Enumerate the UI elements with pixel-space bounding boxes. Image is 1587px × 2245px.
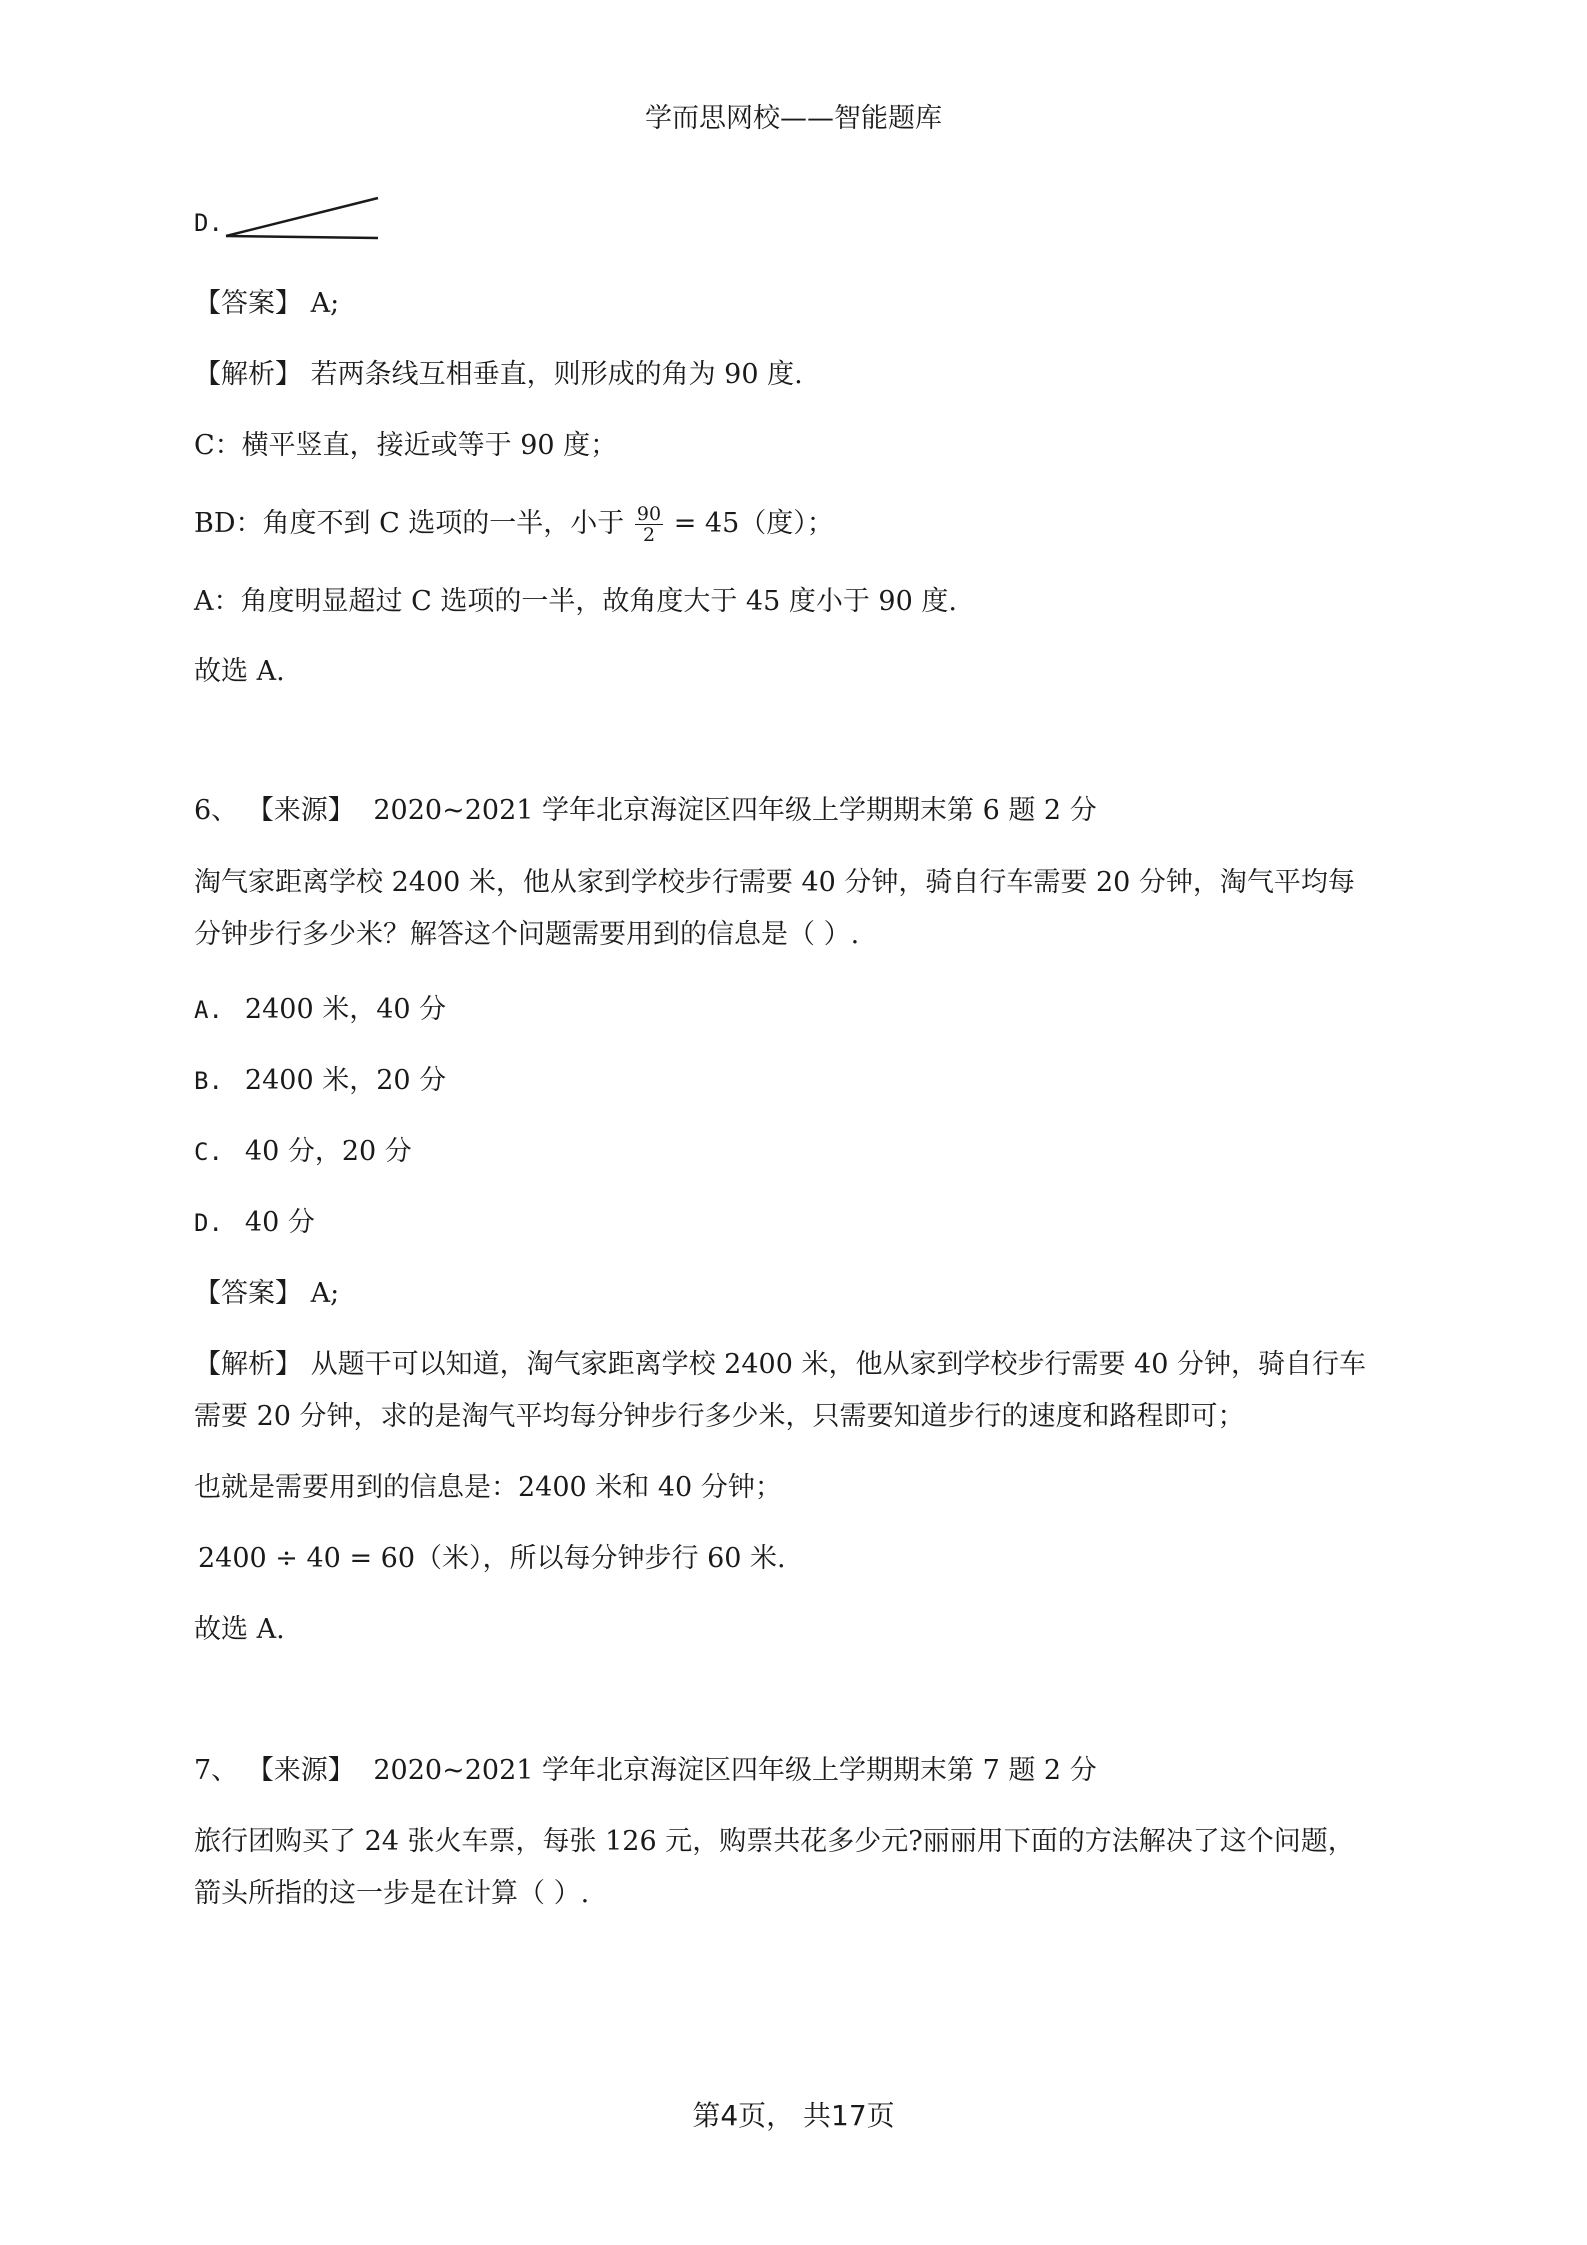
question-number: 7、: [194, 1755, 239, 1786]
option-d: [194, 1205, 315, 1241]
fraction-denominator: 2: [642, 524, 656, 546]
fraction: [635, 504, 663, 545]
conclusion: 故选 A.: [194, 656, 285, 687]
source-text: 2020~2021 学年北京海淀区四年级上学期期末第 6 题 2 分: [373, 795, 1097, 826]
conclusion: 故选 A.: [194, 1614, 285, 1645]
question-6-stem-line2: 分钟步行多少米？解答这个问题需要用到的信息是（ ）.: [194, 919, 860, 950]
question-7-stem-line2: 箭头所指的这一步是在计算（ ）.: [194, 1878, 590, 1909]
analysis-label: 【解析】: [194, 359, 302, 390]
analysis-label: 【解析】: [194, 1349, 302, 1380]
option-text: 40 分: [244, 1207, 315, 1238]
question-6-source: [194, 793, 1097, 829]
source-label: 【来源】: [246, 795, 355, 826]
answer-value: A;: [310, 288, 340, 319]
option-c: [194, 1134, 412, 1170]
angle-figure-d: [220, 192, 380, 242]
answer-label: 【答案】: [194, 1278, 302, 1309]
question-7-source: [194, 1753, 1097, 1789]
bd-suffix: = 45（度）；: [673, 508, 834, 539]
analysis-line-3: 也就是需要用到的信息是：2400 米和 40 分钟；: [194, 1472, 782, 1503]
question-6-stem-line1: 淘气家距离学校 2400 米，他从家到学校步行需要 40 分钟，骑自行车需要 20 分钟，淘气平均每: [194, 867, 1355, 898]
option-text: 40 分，20 分: [244, 1136, 412, 1167]
option-letter: A.: [194, 996, 223, 1024]
answer-value: A;: [310, 1278, 340, 1309]
answer-label: 【答案】: [194, 288, 302, 319]
answer-line: [194, 1276, 339, 1312]
option-text: 2400 米，20 分: [244, 1065, 447, 1096]
question-7-stem-line1: 旅行团购买了 24 张火车票，每张 126 元，购票共花多少元?丽丽用下面的方法解决了这个问题，: [194, 1826, 1355, 1857]
page-footer: 第4页， 共17页: [692, 2099, 895, 2132]
source-label: 【来源】: [246, 1755, 355, 1786]
option-letter: D.: [194, 1209, 223, 1237]
analysis-line-bd: [194, 504, 834, 545]
option-letter: C.: [194, 1138, 223, 1166]
option-letter: D.: [194, 209, 223, 237]
analysis-text: 若两条线互相垂直，则形成的角为 90 度.: [310, 359, 803, 390]
analysis-text: 从题干可以知道，淘气家距离学校 2400 米，他从家到学校步行需要 40 分钟，骑自行车: [310, 1349, 1366, 1380]
option-letter: B.: [194, 1067, 223, 1095]
analysis-line-2: 需要 20 分钟，求的是淘气平均每分钟步行多少米，只需要知道步行的速度和路程即可；: [194, 1401, 1245, 1432]
answer-line: [194, 286, 339, 322]
analysis-line: [194, 357, 803, 393]
question-number: 6、: [194, 795, 239, 826]
analysis-line-c: C：横平竖直，接近或等于 90 度；: [194, 430, 618, 461]
option-text: 2400 米，40 分: [244, 994, 447, 1025]
option-b: [194, 1063, 446, 1099]
option-a: [194, 992, 446, 1028]
analysis-line: [194, 1347, 1366, 1383]
page-header: 学而思网校——智能题库: [645, 103, 942, 134]
analysis-line-4: 2400 ÷ 40 = 60（米），所以每分钟步行 60 米.: [198, 1543, 786, 1574]
source-text: 2020~2021 学年北京海淀区四年级上学期期末第 7 题 2 分: [373, 1755, 1097, 1786]
bd-prefix: BD：角度不到 C 选项的一半，小于: [194, 508, 625, 539]
fraction-numerator: 90: [636, 503, 662, 525]
analysis-line-a: A：角度明显超过 C 选项的一半，故角度大于 45 度小于 90 度.: [194, 586, 957, 617]
